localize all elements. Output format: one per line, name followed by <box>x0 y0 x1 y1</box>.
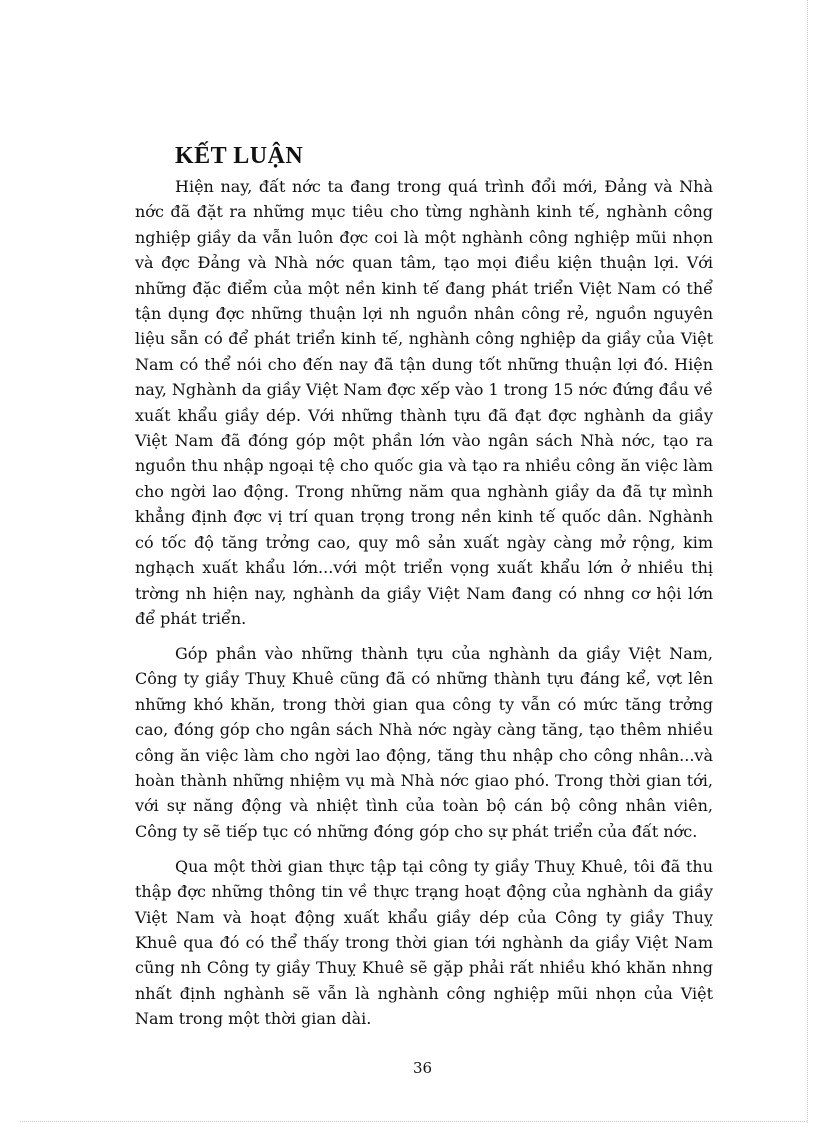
page-number: 36 <box>412 1059 433 1077</box>
page-edge-right <box>807 0 808 1123</box>
paragraph-1: Hiện nay, đất nớc ta đang trong quá trình đổi mới, Đảng và Nhà nớc đã đặt ra những mục tiêu cho từng nghành kinh tế, nghành công nghiệp giầy da vẫn luôn đợc coi là một nghành công nghiệp mũi nhọn và đợc Đảng và Nhà nớc quan tâm, tạo mọi điều kiện thuận lợi. Với những đặc điểm của một nền kinh tế đang phát triển Việt Nam có thể tận dụng đợc những thuận lợi nh nguồn nhân công rẻ, nguồn nguyên liệu sẵn có để phát triển kinh tế, nghành công nghiệp da giầy của Việt Nam có thể nói cho đến nay đã tận dung tốt những thuận lợi đó. Hiện nay, Nghành da giầy Việt Nam đợc xếp vào 1 trong 15 nớc đứng đầu về xuất khẩu giầy dép. Với những thành tựu đã đạt đợc nghành da giầy Việt Nam đã đóng góp một phần lớn vào ngân sách Nhà nớc, tạo ra nguồn thu nhập ngoại tệ cho quốc gia và tạo ra nhiều công ăn việc làm cho ngời lao động. Trong những năm qua nghành giầy da đã tự mình khẳng định đợc vị trí quan trọng trong nền kinh tế quốc dân. Nghành có tốc độ tăng trởng cao, quy mô sản xuất ngày càng mở rộng, kim nghạch xuất khẩu lớn...với một triển vọng xuất khẩu lớn ở nhiều thị trờng nh hiện nay, nghành da giầy Việt Nam đang có nhng cơ hội lớn để phát triển. <box>135 177 713 628</box>
page-title: KẾT LUẬN <box>175 143 304 169</box>
paragraph-2: Góp phần vào những thành tựu của nghành da giầy Việt Nam, Công ty giầy Thuỵ Khuê cũng đã có những thành tựu đáng kể, vợt lên những khó khăn, trong thời gian qua công ty vẫn có mức tăng trởng cao, đóng góp cho ngân sách Nhà nớc ngày càng tăng, tạo thêm nhiều công ăn việc làm cho ngời lao động, tăng thu nhập cho công nhân...và hoàn thành những nhiệm vụ mà Nhà nớc giao phó. Trong thời gian tới, với sự năng động và nhiệt tình của toàn bộ cán bộ công nhân viên, Công ty sẽ tiếp tục có những đóng góp cho sự phát triển của đất nớc. <box>135 643 713 841</box>
paragraph-3: Qua một thời gian thực tập tại công ty giầy Thuỵ Khuê, tôi đã thu thập đợc những thông tin về thực trạng hoạt động của nghành da giầy Việt Nam và hoạt động xuất khẩu giầy dép của Công ty giầy Thuỵ Khuê qua đó có thể thấy trong thời gian tới nghành da giầy Việt Nam cũng nh Công ty giầy Thuỵ Khuê sẽ gặp phải rất nhiều khó khăn nhng nhất định nghành sẽ vẫn là nghành công nghiệp mũi nhọn của Việt Nam trong một thời gian dài. <box>135 856 713 1029</box>
page-edge-bottom <box>20 1121 807 1122</box>
page-content <box>135 138 713 1032</box>
